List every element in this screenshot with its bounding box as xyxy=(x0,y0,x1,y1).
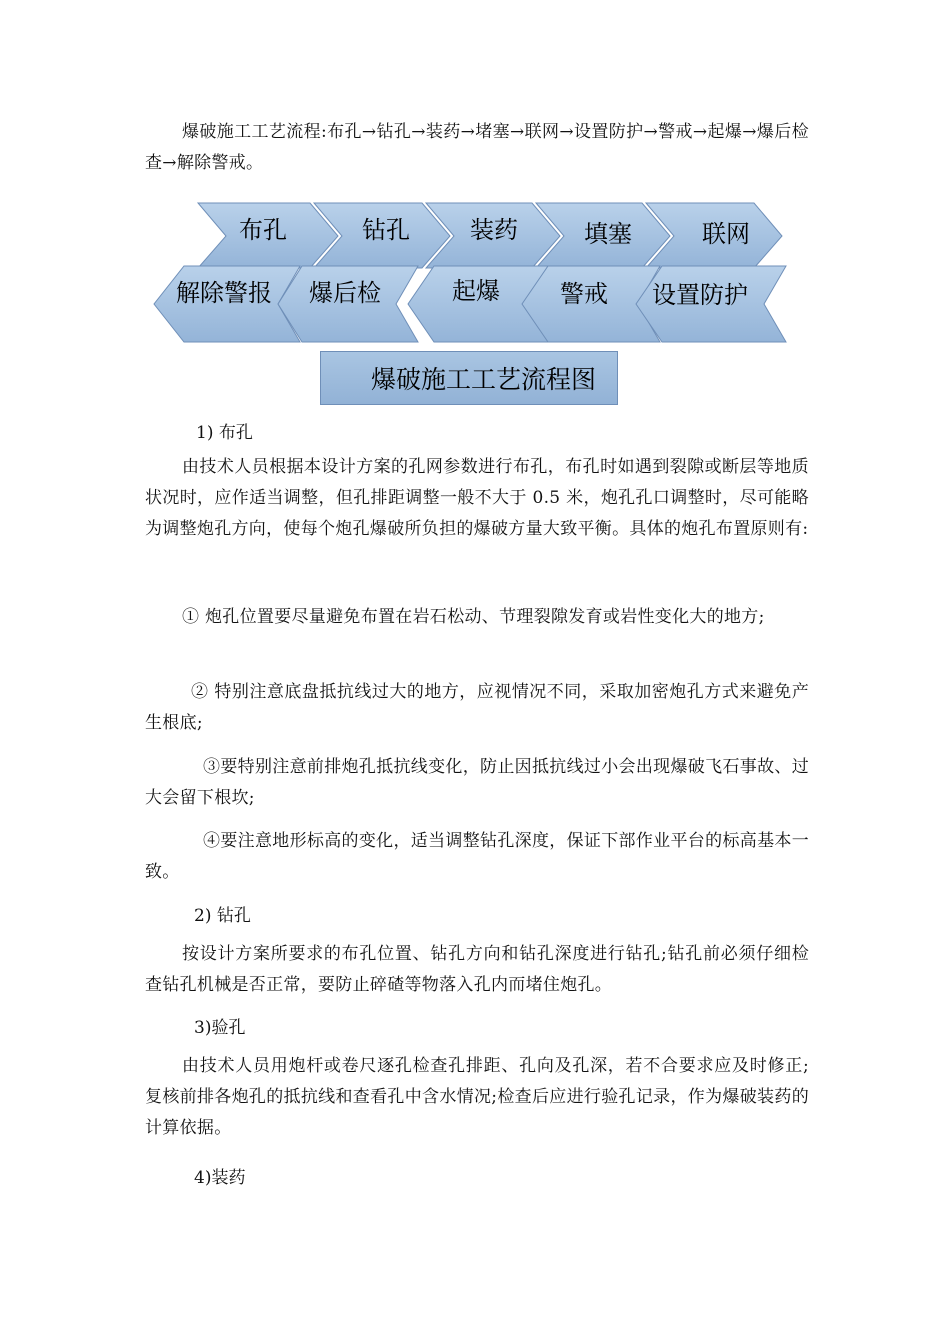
step-label-9: 爆后检 xyxy=(309,279,381,307)
diagram-title: 爆破施工工艺流程图 xyxy=(371,365,597,394)
process-flow-diagram xyxy=(150,198,790,346)
section-2-heading: 2) 钻孔 xyxy=(194,906,251,926)
diagram-title-box xyxy=(320,351,618,405)
step-label-3: 装药 xyxy=(470,216,518,244)
step-label-6: 设置防护 xyxy=(652,281,748,309)
step-label-1: 布孔 xyxy=(239,216,287,244)
step-label-2: 钻孔 xyxy=(362,216,410,244)
step-label-10: 解除警报 xyxy=(176,279,272,307)
intro-paragraph: 爆破施工工艺流程:布孔→钻孔→装药→堵塞→联网→设置防护→警戒→起爆→爆后检查→解除警戒。 xyxy=(145,122,809,173)
step-label-4: 填塞 xyxy=(584,220,632,248)
section-4-heading: 4)装药 xyxy=(194,1168,246,1188)
step-label-5: 联网 xyxy=(702,220,750,248)
section-3-heading: 3)验孔 xyxy=(194,1018,246,1038)
section-1-item-2: ② 特别注意底盘抵抗线过大的地方，应视情况不同，采取加密炮孔方式来避免产生根底; xyxy=(145,682,809,733)
section-1-item-1: ① 炮孔位置要尽量避免布置在岩石松动、节理裂隙发育或岩性变化大的地方; xyxy=(182,607,765,627)
bottom-row xyxy=(154,266,786,342)
step-label-8: 起爆 xyxy=(452,277,500,305)
top-row xyxy=(198,203,782,268)
section-1-body: 由技术人员根据本设计方案的孔网参数进行布孔，布孔时如遇到裂隙或断层等地质状况时，应作适当调整，但孔排距调整一般不大于 0.5 米，炮孔孔口调整时，尽可能略为调整炮孔方向，使每个炮孔爆破所负担的爆破方量大致平衡。具体的炮孔布置原则有: xyxy=(145,457,809,539)
section-1-item-4: ④要注意地形标高的变化，适当调整钻孔深度，保证下部作业平台的标高基本一致。 xyxy=(145,831,809,882)
section-3-body: 由技术人员用炮杆或卷尺逐孔检查孔排距、孔向及孔深，若不合要求应及时修正;复核前排各炮孔的抵抗线和查看孔中含水情况;检查后应进行验孔记录，作为爆破装药的计算依据。 xyxy=(145,1056,809,1138)
section-1-item-3: ③要特别注意前排炮孔抵抗线变化，防止因抵抗线过小会出现爆破飞石事故、过大会留下根坎; xyxy=(145,757,809,808)
section-1-heading: 1) 布孔 xyxy=(196,423,253,443)
step-label-7: 警戒 xyxy=(560,280,608,308)
section-2-body: 按设计方案所要求的布孔位置、钻孔方向和钻孔深度进行钻孔;钻孔前必须仔细检查钻孔机械是否正常，要防止碎碴等物落入孔内而堵住炮孔。 xyxy=(145,944,809,995)
